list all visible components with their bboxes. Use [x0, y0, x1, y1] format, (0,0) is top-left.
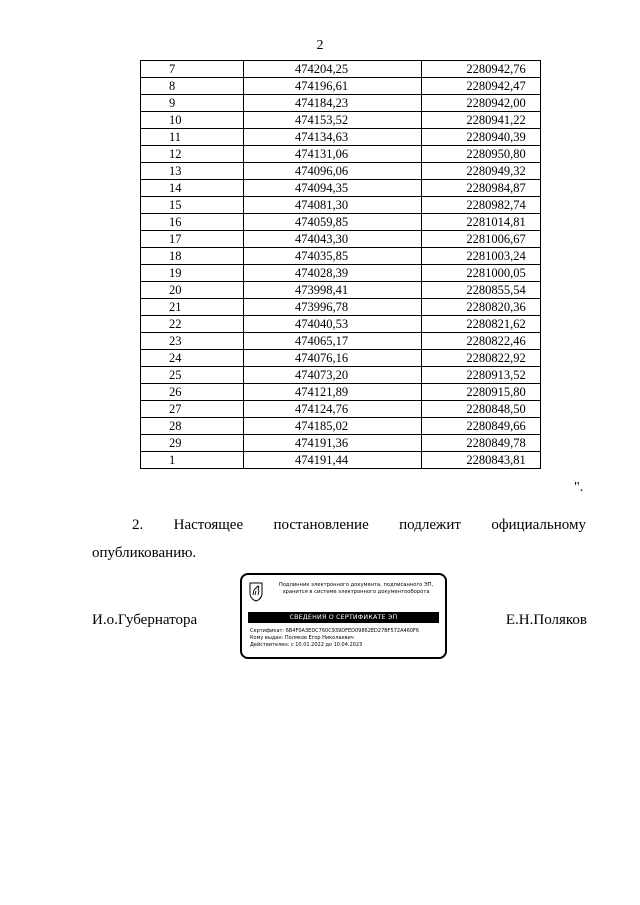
- x-coordinate-cell: 474096,06: [244, 163, 422, 180]
- table-row: [141, 265, 541, 282]
- x-coordinate-cell: 474094,35: [244, 180, 422, 197]
- y-coordinate-cell: 2280822,92: [422, 350, 541, 367]
- y-coordinate-cell: 2280950,80: [422, 146, 541, 163]
- stamp-details: [250, 628, 444, 648]
- point-number-cell: 15: [141, 197, 244, 214]
- table-row: [141, 163, 541, 180]
- point-number-cell: 1: [141, 452, 244, 469]
- x-coordinate-cell: 474191,44: [244, 452, 422, 469]
- stamp-notice: [270, 582, 442, 596]
- y-coordinate-cell: 2281000,05: [422, 265, 541, 282]
- coordinates-table: [140, 60, 541, 469]
- y-coordinate-cell: 2280942,47: [422, 78, 541, 95]
- publication-paragraph: [92, 511, 586, 567]
- point-number-cell: 14: [141, 180, 244, 197]
- x-coordinate-cell: 474035,85: [244, 248, 422, 265]
- y-coordinate-cell: 2280942,00: [422, 95, 541, 112]
- table-row: [141, 231, 541, 248]
- x-coordinate-cell: 474121,89: [244, 384, 422, 401]
- y-coordinate-cell: 2280821,62: [422, 316, 541, 333]
- table-row: [141, 129, 541, 146]
- y-coordinate-cell: 2281014,81: [422, 214, 541, 231]
- y-coordinate-cell: 2280849,78: [422, 435, 541, 452]
- y-coordinate-cell: 2280822,46: [422, 333, 541, 350]
- certificate-label: Сертификат:: [250, 628, 285, 634]
- point-number-cell: 22: [141, 316, 244, 333]
- y-coordinate-cell: 2280949,32: [422, 163, 541, 180]
- point-number-cell: 10: [141, 112, 244, 129]
- y-coordinate-cell: 2280915,80: [422, 384, 541, 401]
- paragraph-line-2: опубликованию.: [92, 545, 197, 561]
- y-coordinate-cell: 2281003,24: [422, 248, 541, 265]
- x-coordinate-cell: 474191,36: [244, 435, 422, 452]
- paragraph-word: официальному: [491, 517, 586, 533]
- point-number-cell: 29: [141, 435, 244, 452]
- y-coordinate-cell: 2280843,81: [422, 452, 541, 469]
- y-coordinate-cell: 2280941,22: [422, 112, 541, 129]
- point-number-cell: 24: [141, 350, 244, 367]
- y-coordinate-cell: 2280982,74: [422, 197, 541, 214]
- table-row: [141, 418, 541, 435]
- y-coordinate-cell: 2280913,52: [422, 367, 541, 384]
- y-coordinate-cell: 2280942,76: [422, 61, 541, 78]
- table-row: [141, 384, 541, 401]
- point-number-cell: 8: [141, 78, 244, 95]
- paragraph-line-1: [92, 511, 586, 539]
- y-coordinate-cell: 2280848,50: [422, 401, 541, 418]
- point-number-cell: 27: [141, 401, 244, 418]
- point-number-cell: 20: [141, 282, 244, 299]
- point-number-cell: 23: [141, 333, 244, 350]
- x-coordinate-cell: 474059,85: [244, 214, 422, 231]
- stamp-notice-line: Подлинник электронного документа, подписанного ЭП,: [278, 582, 434, 588]
- paragraph-item-number: 2.: [132, 517, 144, 533]
- signer-name: Е.Н.Поляков: [505, 612, 587, 628]
- table-row: [141, 401, 541, 418]
- x-coordinate-cell: 474043,30: [244, 231, 422, 248]
- table-row: [141, 452, 541, 469]
- x-coordinate-cell: 474081,30: [244, 197, 422, 214]
- validity-row: [250, 642, 444, 649]
- table-row: [141, 316, 541, 333]
- x-coordinate-cell: 474040,53: [244, 316, 422, 333]
- point-number-cell: 25: [141, 367, 244, 384]
- table-row: [141, 78, 541, 95]
- table-row: [141, 367, 541, 384]
- table-row: [141, 350, 541, 367]
- point-number-cell: 7: [141, 61, 244, 78]
- y-coordinate-cell: 2280820,36: [422, 299, 541, 316]
- point-number-cell: 13: [141, 163, 244, 180]
- validity-label: Действителен:: [250, 641, 290, 648]
- x-coordinate-cell: 473996,78: [244, 299, 422, 316]
- certificate-value: 6B4F0A3EDC760C939DFED09862ED27BF572A460F6: [285, 628, 420, 634]
- stamp-header-bar: СВЕДЕНИЯ О СЕРТИФИКАТЕ ЭП: [248, 612, 439, 623]
- x-coordinate-cell: 474153,52: [244, 112, 422, 129]
- owner-value: Поляков Егор Николаевич: [284, 634, 354, 641]
- y-coordinate-cell: 2280855,54: [422, 282, 541, 299]
- page-number: 2: [316, 38, 324, 53]
- x-coordinate-cell: 474076,16: [244, 350, 422, 367]
- coat-of-arms-icon: [249, 582, 263, 602]
- table-row: [141, 180, 541, 197]
- table-row: [141, 248, 541, 265]
- x-coordinate-cell: 474134,63: [244, 129, 422, 146]
- x-coordinate-cell: 474185,02: [244, 418, 422, 435]
- table-row: [141, 214, 541, 231]
- x-coordinate-cell: 474028,39: [244, 265, 422, 282]
- point-number-cell: 17: [141, 231, 244, 248]
- table-row: [141, 299, 541, 316]
- point-number-cell: 18: [141, 248, 244, 265]
- closing-quote: ".: [574, 480, 584, 495]
- point-number-cell: 12: [141, 146, 244, 163]
- x-coordinate-cell: 474184,23: [244, 95, 422, 112]
- point-number-cell: 26: [141, 384, 244, 401]
- point-number-cell: 21: [141, 299, 244, 316]
- table-row: [141, 435, 541, 452]
- point-number-cell: 19: [141, 265, 244, 282]
- paragraph-word: Настоящее: [173, 517, 244, 533]
- table-row: [141, 197, 541, 214]
- table-row: [141, 112, 541, 129]
- paragraph-word: постановление: [273, 517, 369, 533]
- x-coordinate-cell: 474065,17: [244, 333, 422, 350]
- paragraph-word: подлежит: [399, 517, 461, 533]
- y-coordinate-cell: 2280849,66: [422, 418, 541, 435]
- x-coordinate-cell: 474196,61: [244, 78, 422, 95]
- validity-value: с 10.01.2022 до 10.04.2023: [290, 641, 363, 648]
- x-coordinate-cell: 473998,41: [244, 282, 422, 299]
- table-row: [141, 333, 541, 350]
- table-row: [141, 146, 541, 163]
- point-number-cell: 9: [141, 95, 244, 112]
- electronic-signature-stamp: [240, 573, 447, 659]
- signer-title: И.о.Губернатора: [92, 612, 198, 628]
- table-row: [141, 282, 541, 299]
- y-coordinate-cell: 2281006,67: [422, 231, 541, 248]
- table-row: [141, 95, 541, 112]
- x-coordinate-cell: 474204,25: [244, 61, 422, 78]
- x-coordinate-cell: 474131,06: [244, 146, 422, 163]
- x-coordinate-cell: 474073,20: [244, 367, 422, 384]
- point-number-cell: 16: [141, 214, 244, 231]
- certificate-row: [250, 628, 444, 635]
- table-row: [141, 61, 541, 78]
- stamp-notice-line: хранится в системе электронного документооборота: [282, 589, 430, 595]
- x-coordinate-cell: 474124,76: [244, 401, 422, 418]
- owner-label: Кому выдан:: [250, 634, 284, 641]
- y-coordinate-cell: 2280984,87: [422, 180, 541, 197]
- point-number-cell: 11: [141, 129, 244, 146]
- y-coordinate-cell: 2280940,39: [422, 129, 541, 146]
- point-number-cell: 28: [141, 418, 244, 435]
- owner-row: [250, 635, 444, 642]
